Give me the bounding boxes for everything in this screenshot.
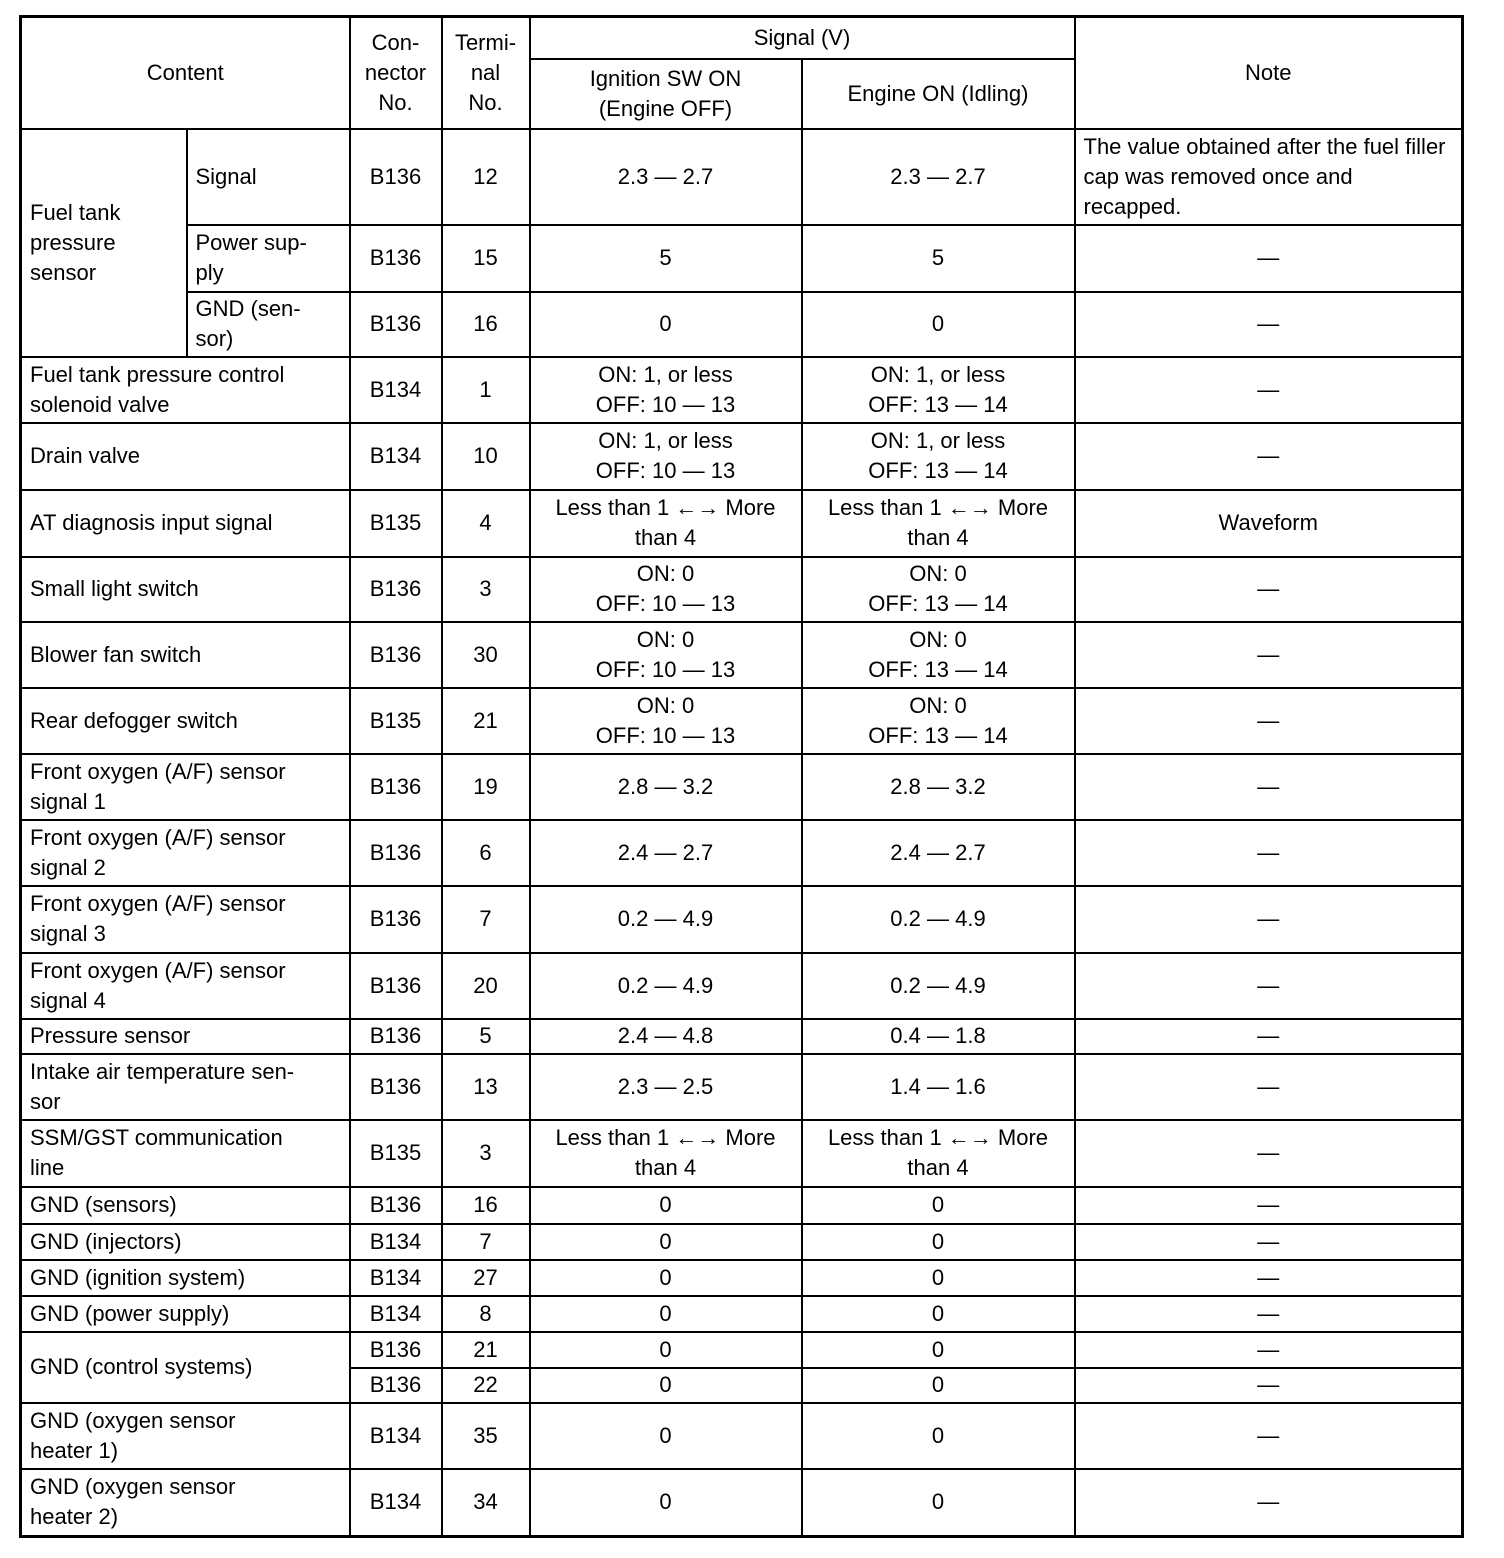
note-cell: — xyxy=(1075,754,1463,820)
content-cell: Blower fan switch xyxy=(21,622,350,688)
table-row xyxy=(21,423,1463,490)
table-row xyxy=(21,820,1463,886)
connector-cell: B136 xyxy=(350,1187,442,1224)
connector-cell: B134 xyxy=(350,1403,442,1469)
note-cell: — xyxy=(1075,557,1463,622)
content-cell: GND (sensors) xyxy=(21,1187,350,1224)
ignition-signal-cell: ON: 0 OFF: 10 — 13 xyxy=(530,557,802,622)
ignition-signal-cell: 0.2 — 4.9 xyxy=(530,886,802,953)
terminal-cell: 30 xyxy=(442,622,530,688)
ignition-signal-cell: 2.3 — 2.7 xyxy=(530,129,802,225)
header-content: Content xyxy=(21,17,350,129)
connector-cell: B136 xyxy=(350,754,442,820)
header-connector: Con- nector No. xyxy=(350,17,442,129)
ignition-signal-cell: 0 xyxy=(530,292,802,357)
engine-signal-cell: 0 xyxy=(802,1332,1075,1368)
note-cell: — xyxy=(1075,688,1463,754)
header-engine: Engine ON (Idling) xyxy=(802,59,1075,129)
terminal-cell: 12 xyxy=(442,129,530,225)
note-cell: — xyxy=(1075,1224,1463,1260)
content-cell: GND (injectors) xyxy=(21,1224,350,1260)
content-cell: Drain valve xyxy=(21,423,350,490)
engine-signal-cell: 2.3 — 2.7 xyxy=(802,129,1075,225)
content-cell: Fuel tank pressure sensor xyxy=(21,129,187,357)
table-row xyxy=(21,886,1463,953)
connector-cell: B134 xyxy=(350,1260,442,1296)
table-row xyxy=(21,1054,1463,1120)
connector-cell: B136 xyxy=(350,557,442,622)
table-row xyxy=(21,292,1463,357)
table-row xyxy=(21,225,1463,292)
table-row xyxy=(21,1296,1463,1332)
engine-signal-cell: 5 xyxy=(802,225,1075,292)
note-cell: — xyxy=(1075,1260,1463,1296)
engine-signal-cell: 1.4 — 1.6 xyxy=(802,1054,1075,1120)
sub-content-cell: Signal xyxy=(187,129,350,225)
table-row xyxy=(21,754,1463,820)
engine-signal-cell: 0 xyxy=(802,1260,1075,1296)
terminal-cell: 1 xyxy=(442,357,530,423)
content-cell: GND (ignition system) xyxy=(21,1260,350,1296)
content-cell: AT diagnosis input signal xyxy=(21,490,350,557)
engine-signal-cell: 0 xyxy=(802,292,1075,357)
terminal-cell: 35 xyxy=(442,1403,530,1469)
ignition-signal-cell: 0 xyxy=(530,1469,802,1537)
engine-signal-cell: 0 xyxy=(802,1403,1075,1469)
note-cell: — xyxy=(1075,357,1463,423)
terminal-cell: 3 xyxy=(442,1120,530,1187)
ignition-signal-cell: ON: 0 OFF: 10 — 13 xyxy=(530,688,802,754)
content-cell: GND (oxygen sensor heater 2) xyxy=(21,1469,350,1537)
table-row xyxy=(21,1224,1463,1260)
terminal-cell: 7 xyxy=(442,1224,530,1260)
connector-cell: B134 xyxy=(350,1469,442,1537)
connector-cell: B136 xyxy=(350,292,442,357)
terminal-cell: 3 xyxy=(442,557,530,622)
engine-signal-cell: Less than 1 ←→ More than 4 xyxy=(802,1120,1075,1187)
ignition-signal-cell: 5 xyxy=(530,225,802,292)
content-cell: Front oxygen (A/F) sensor signal 2 xyxy=(21,820,350,886)
content-cell: Pressure sensor xyxy=(21,1019,350,1054)
connector-cell: B134 xyxy=(350,357,442,423)
terminal-cell: 4 xyxy=(442,490,530,557)
engine-signal-cell: ON: 0 OFF: 13 — 14 xyxy=(802,622,1075,688)
table-row xyxy=(21,129,1463,225)
content-cell: Front oxygen (A/F) sensor signal 4 xyxy=(21,953,350,1019)
content-cell: Fuel tank pressure control solenoid valve xyxy=(21,357,350,423)
ignition-signal-cell: 0 xyxy=(530,1332,802,1368)
connector-cell: B136 xyxy=(350,1054,442,1120)
content-cell: Front oxygen (A/F) sensor signal 1 xyxy=(21,754,350,820)
note-cell: — xyxy=(1075,1296,1463,1332)
note-cell: — xyxy=(1075,1019,1463,1054)
terminal-cell: 21 xyxy=(442,1332,530,1368)
connector-cell: B136 xyxy=(350,1019,442,1054)
connector-cell: B136 xyxy=(350,129,442,225)
ignition-signal-cell: Less than 1 ←→ More than 4 xyxy=(530,1120,802,1187)
content-cell: Intake air temperature sen- sor xyxy=(21,1054,350,1120)
terminal-cell: 19 xyxy=(442,754,530,820)
note-cell: — xyxy=(1075,1469,1463,1537)
ignition-signal-cell: 0 xyxy=(530,1296,802,1332)
sub-content-cell: GND (sen- sor) xyxy=(187,292,350,357)
engine-signal-cell: ON: 1, or less OFF: 13 — 14 xyxy=(802,423,1075,490)
table-row xyxy=(21,357,1463,423)
table-row xyxy=(21,557,1463,622)
note-cell: — xyxy=(1075,820,1463,886)
content-cell: Front oxygen (A/F) sensor signal 3 xyxy=(21,886,350,953)
terminal-cell: 7 xyxy=(442,886,530,953)
ignition-signal-cell: 0.2 — 4.9 xyxy=(530,953,802,1019)
terminal-cell: 16 xyxy=(442,292,530,357)
engine-signal-cell: 2.8 — 3.2 xyxy=(802,754,1075,820)
connector-cell: B135 xyxy=(350,688,442,754)
note-cell: — xyxy=(1075,1368,1463,1403)
content-cell: Rear defogger switch xyxy=(21,688,350,754)
header-terminal: Termi- nal No. xyxy=(442,17,530,129)
ignition-signal-cell: 2.4 — 2.7 xyxy=(530,820,802,886)
header-ignition: Ignition SW ON (Engine OFF) xyxy=(530,59,802,129)
connector-cell: B136 xyxy=(350,225,442,292)
content-cell: GND (control systems) xyxy=(21,1332,350,1403)
connector-cell: B136 xyxy=(350,886,442,953)
note-cell: The value obtained after the fuel filler cap was removed once and recapped. xyxy=(1075,129,1463,225)
note-cell: — xyxy=(1075,953,1463,1019)
terminal-cell: 16 xyxy=(442,1187,530,1224)
table-row xyxy=(21,953,1463,1019)
note-cell: — xyxy=(1075,292,1463,357)
connector-cell: B134 xyxy=(350,423,442,490)
connector-cell: B136 xyxy=(350,953,442,1019)
terminal-cell: 34 xyxy=(442,1469,530,1537)
connector-cell: B136 xyxy=(350,1368,442,1403)
ignition-signal-cell: 0 xyxy=(530,1260,802,1296)
note-cell: — xyxy=(1075,1187,1463,1224)
engine-signal-cell: 0.4 — 1.8 xyxy=(802,1019,1075,1054)
content-cell: SSM/GST communication line xyxy=(21,1120,350,1187)
note-cell: — xyxy=(1075,1054,1463,1120)
terminal-cell: 27 xyxy=(442,1260,530,1296)
terminal-cell: 20 xyxy=(442,953,530,1019)
table-row xyxy=(21,1332,1463,1368)
connector-cell: B136 xyxy=(350,622,442,688)
ignition-signal-cell: 2.4 — 4.8 xyxy=(530,1019,802,1054)
header-signal: Signal (V) xyxy=(530,17,1075,59)
terminal-cell: 8 xyxy=(442,1296,530,1332)
content-cell: GND (oxygen sensor heater 1) xyxy=(21,1403,350,1469)
terminal-cell: 10 xyxy=(442,423,530,490)
ignition-signal-cell: ON: 1, or less OFF: 10 — 13 xyxy=(530,423,802,490)
terminal-cell: 6 xyxy=(442,820,530,886)
table-row xyxy=(21,1260,1463,1296)
content-cell: GND (power supply) xyxy=(21,1296,350,1332)
ignition-signal-cell: ON: 1, or less OFF: 10 — 13 xyxy=(530,357,802,423)
header-note: Note xyxy=(1075,17,1463,129)
table-row xyxy=(21,1469,1463,1537)
ignition-signal-cell: 0 xyxy=(530,1224,802,1260)
engine-signal-cell: 0 xyxy=(802,1368,1075,1403)
connector-cell: B136 xyxy=(350,1332,442,1368)
engine-signal-cell: 0.2 — 4.9 xyxy=(802,953,1075,1019)
ignition-signal-cell: ON: 0 OFF: 10 — 13 xyxy=(530,622,802,688)
table-row xyxy=(21,622,1463,688)
sub-content-cell: Power sup- ply xyxy=(187,225,350,292)
content-cell: Small light switch xyxy=(21,557,350,622)
engine-signal-cell: ON: 1, or less OFF: 13 — 14 xyxy=(802,357,1075,423)
engine-signal-cell: ON: 0 OFF: 13 — 14 xyxy=(802,557,1075,622)
engine-signal-cell: ON: 0 OFF: 13 — 14 xyxy=(802,688,1075,754)
note-cell: — xyxy=(1075,622,1463,688)
note-cell: — xyxy=(1075,1120,1463,1187)
terminal-cell: 22 xyxy=(442,1368,530,1403)
terminal-cell: 13 xyxy=(442,1054,530,1120)
engine-signal-cell: 2.4 — 2.7 xyxy=(802,820,1075,886)
connector-cell: B134 xyxy=(350,1296,442,1332)
connector-cell: B134 xyxy=(350,1224,442,1260)
terminal-cell: 15 xyxy=(442,225,530,292)
engine-signal-cell: 0 xyxy=(802,1469,1075,1537)
ignition-signal-cell: 0 xyxy=(530,1403,802,1469)
connector-cell: B135 xyxy=(350,490,442,557)
note-cell: — xyxy=(1075,423,1463,490)
engine-signal-cell: 0 xyxy=(802,1296,1075,1332)
note-cell: — xyxy=(1075,886,1463,953)
note-cell: Waveform xyxy=(1075,490,1463,557)
table-row xyxy=(21,1120,1463,1187)
signal-table xyxy=(19,15,1464,1538)
connector-cell: B136 xyxy=(350,820,442,886)
note-cell: — xyxy=(1075,225,1463,292)
ignition-signal-cell: 0 xyxy=(530,1187,802,1224)
engine-signal-cell: 0 xyxy=(802,1187,1075,1224)
ignition-signal-cell: 2.3 — 2.5 xyxy=(530,1054,802,1120)
note-cell: — xyxy=(1075,1332,1463,1368)
terminal-cell: 21 xyxy=(442,688,530,754)
terminal-cell: 5 xyxy=(442,1019,530,1054)
ignition-signal-cell: 0 xyxy=(530,1368,802,1403)
table-row xyxy=(21,490,1463,557)
table-row xyxy=(21,1187,1463,1224)
table-row xyxy=(21,1019,1463,1054)
engine-signal-cell: 0 xyxy=(802,1224,1075,1260)
table-row xyxy=(21,1403,1463,1469)
connector-cell: B135 xyxy=(350,1120,442,1187)
table-row xyxy=(21,688,1463,754)
engine-signal-cell: 0.2 — 4.9 xyxy=(802,886,1075,953)
note-cell: — xyxy=(1075,1403,1463,1469)
ignition-signal-cell: 2.8 — 3.2 xyxy=(530,754,802,820)
engine-signal-cell: Less than 1 ←→ More than 4 xyxy=(802,490,1075,557)
ignition-signal-cell: Less than 1 ←→ More than 4 xyxy=(530,490,802,557)
